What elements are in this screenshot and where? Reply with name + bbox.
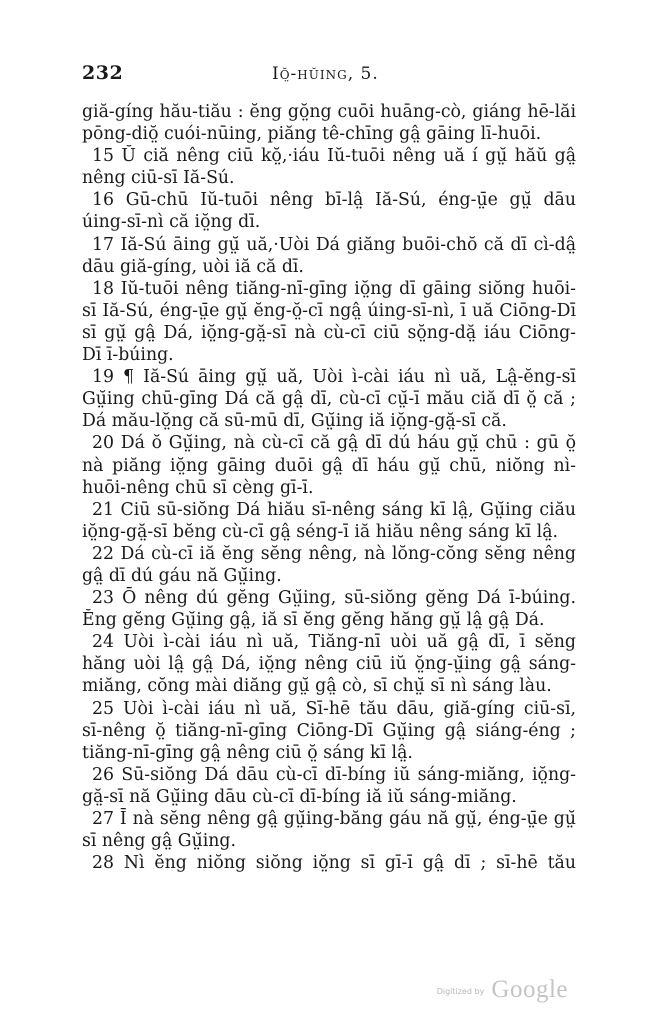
text-line: miăng, cŏng mài diăng gṳ̆ gâ̤ cò, sī chṳ̆ sī nì sáng làu. [82, 676, 552, 697]
text-line: 21 Ciū sū-siŏng Dá hiău sī-nêng sáng kī lâ̤, Gṳ̆ing ciău [92, 499, 576, 520]
text-line: pōng-diŏ̤ cuói-nūing, piăng tê-chīng gâ̤ gāing lī-huōi. [82, 124, 542, 145]
text-line: gâ̤ dī dú gáu nă Gṳ̆ing. [82, 565, 282, 586]
text-line: hăng uòi lâ̤ gâ̤ Dá, iŏ̤ng nêng ciū iŭ ŏ̤ng-ṳ̆ing gâ̤ sáng- [82, 654, 576, 675]
text-line: iŏ̤ng-gă̤-sī bĕng cù-cī gâ̤ séng-ī iă hiău nêng sáng kī lâ̤. [82, 521, 559, 542]
text-line: 18 Iŭ-tuōi nêng tiăng-nī-gīng iŏ̤ng dī gāing siŏng huōi- [92, 278, 576, 299]
text-line: 20 Dá ŏ Gṳ̆ing, nà cù-cī că gâ̤ dī dú háu gṳ̆ chū : gū ŏ̤ [92, 433, 576, 454]
text-line: Dá mău-lŏ̤ng că sū-mū dī, Gṳ̆ing iă iŏ̤ng-gă̤-sī că. [82, 411, 507, 432]
text-line: dāu giă-gíng, uòi iă că dī. [82, 256, 304, 277]
text-line: tiăng-nī-gīng gâ̤ nêng ciū ŏ̤ sáng kī lâ̤. [82, 742, 413, 763]
text-line: 16 Gū-chū Iŭ-tuōi nêng bī-lâ̤ Iă-Sú, éng-ṳ̄e gṳ̆ dāu [92, 190, 576, 211]
text-line: Dī ī-búing. [82, 345, 174, 366]
text-line: 15 Ŭ ciă nêng ciū kŏ̤,·iáu Iŭ-tuōi nêng uă í gṳ̆ hăŭ gâ̤ [92, 146, 576, 167]
text-line: 25 Uòi ì-cài iáu nì uă, Sī-hē tău dāu, giă-gíng ciū-sī, [92, 698, 576, 719]
text-line: nêng ciū-sī Iă-Sú. [82, 168, 235, 189]
text-line: Gṳ̆ing chū-gīng Dá că gâ̤ dī, cù-cī cṳ̆-ī mău ciă dī ŏ̤ că ; [82, 389, 576, 410]
google-logo: Google [491, 976, 568, 1003]
text-line: 22 Dá cù-cī iă ĕng sĕng nêng, nà lŏng-cŏng sĕng nêng [92, 543, 576, 564]
text-line: 19 ¶ Iă-Sú āing gṳ̆ uă, Uòi ì-cài iáu nì uă, Lâ̤-ĕng-sī [92, 367, 576, 388]
text-line: 27 Ī nà sĕng nêng gâ̤ gṳ̆ing-băng gáu nă gṳ̆, éng-ṳ̄e gṳ̆ [92, 809, 576, 829]
text-line: gă̤-sī nă Gṳ̆ing dāu cù-cī dī-bíng iă iŭ sáng-miăng. [82, 786, 517, 807]
text-line: 26 Sū-siŏng Dá dāu cù-cī dī-bíng iŭ sáng-miăng, iŏ̤ng- [92, 764, 576, 785]
digitized-watermark [437, 976, 568, 1004]
text-line: Ĕng gĕng Gṳ̆ing gâ̤, iă sī ĕng gĕng hăng gṳ̆ lâ̤ gâ̤ Dá. [82, 610, 545, 631]
running-title: Iŏ̤-hŭing, 5. [272, 64, 379, 84]
digitized-label: Digitized by [436, 987, 485, 996]
text-line: sī-nêng ŏ̤ tiăng-nī-gīng Ciōng-Dī Gṳ̆ing gâ̤ siáng-éng ; [82, 720, 576, 741]
text-line: nà piăng iŏ̤ng gāing duōi gâ̤ dī háu gṳ̆ chū, niŏng nì- [82, 455, 576, 476]
scripture-text [82, 101, 576, 874]
text-line: sī Iă-Sú, éng-ṳ̄e gṳ̆ ĕng-ŏ̤-cī ngâ̤ úing-sī-nì, ī uă Ciōng-Dī [82, 300, 576, 321]
text-line: 28 Nì ĕng niŏng siŏng iŏ̤ng sī gī-ī gâ̤ dī ; sī-hē tău [92, 853, 576, 874]
text-line: sī nêng gâ̤ Gṳ̆ing. [82, 831, 236, 852]
page-number: 232 [82, 62, 124, 84]
text-line: sī gṳ̆ gâ̤ Dá, iŏ̤ng-gă̤-sī nà cù-cī ciū sŏ̤ng-dă̤ iáu Ciōng- [82, 322, 576, 343]
text-line: 17 Iă-Sú āing gṳ̆ uă,·Uòi Dá giăng buōi-chŏ că dī cì-dâ̤ [92, 234, 576, 255]
text-line: giă-gíng hău-tiău : ĕng gŏ̤ng cuōi huāng-cò, giáng hē-lăi [82, 102, 576, 122]
text-line: 23 Ō nêng dú gĕng Gṳ̆ing, sū-siŏng gĕng Dá ī-búing. [92, 588, 576, 609]
text-line: huōi-nêng chū sī cèng gī-ī. [82, 477, 314, 498]
page-header [82, 62, 582, 92]
text-line: 24 Uòi ì-cài iáu nì uă, Tiăng-nī uòi uă gâ̤ dī, ī sĕng [92, 632, 576, 653]
text-line: úing-sī-nì că iŏ̤ng dī. [82, 212, 261, 233]
